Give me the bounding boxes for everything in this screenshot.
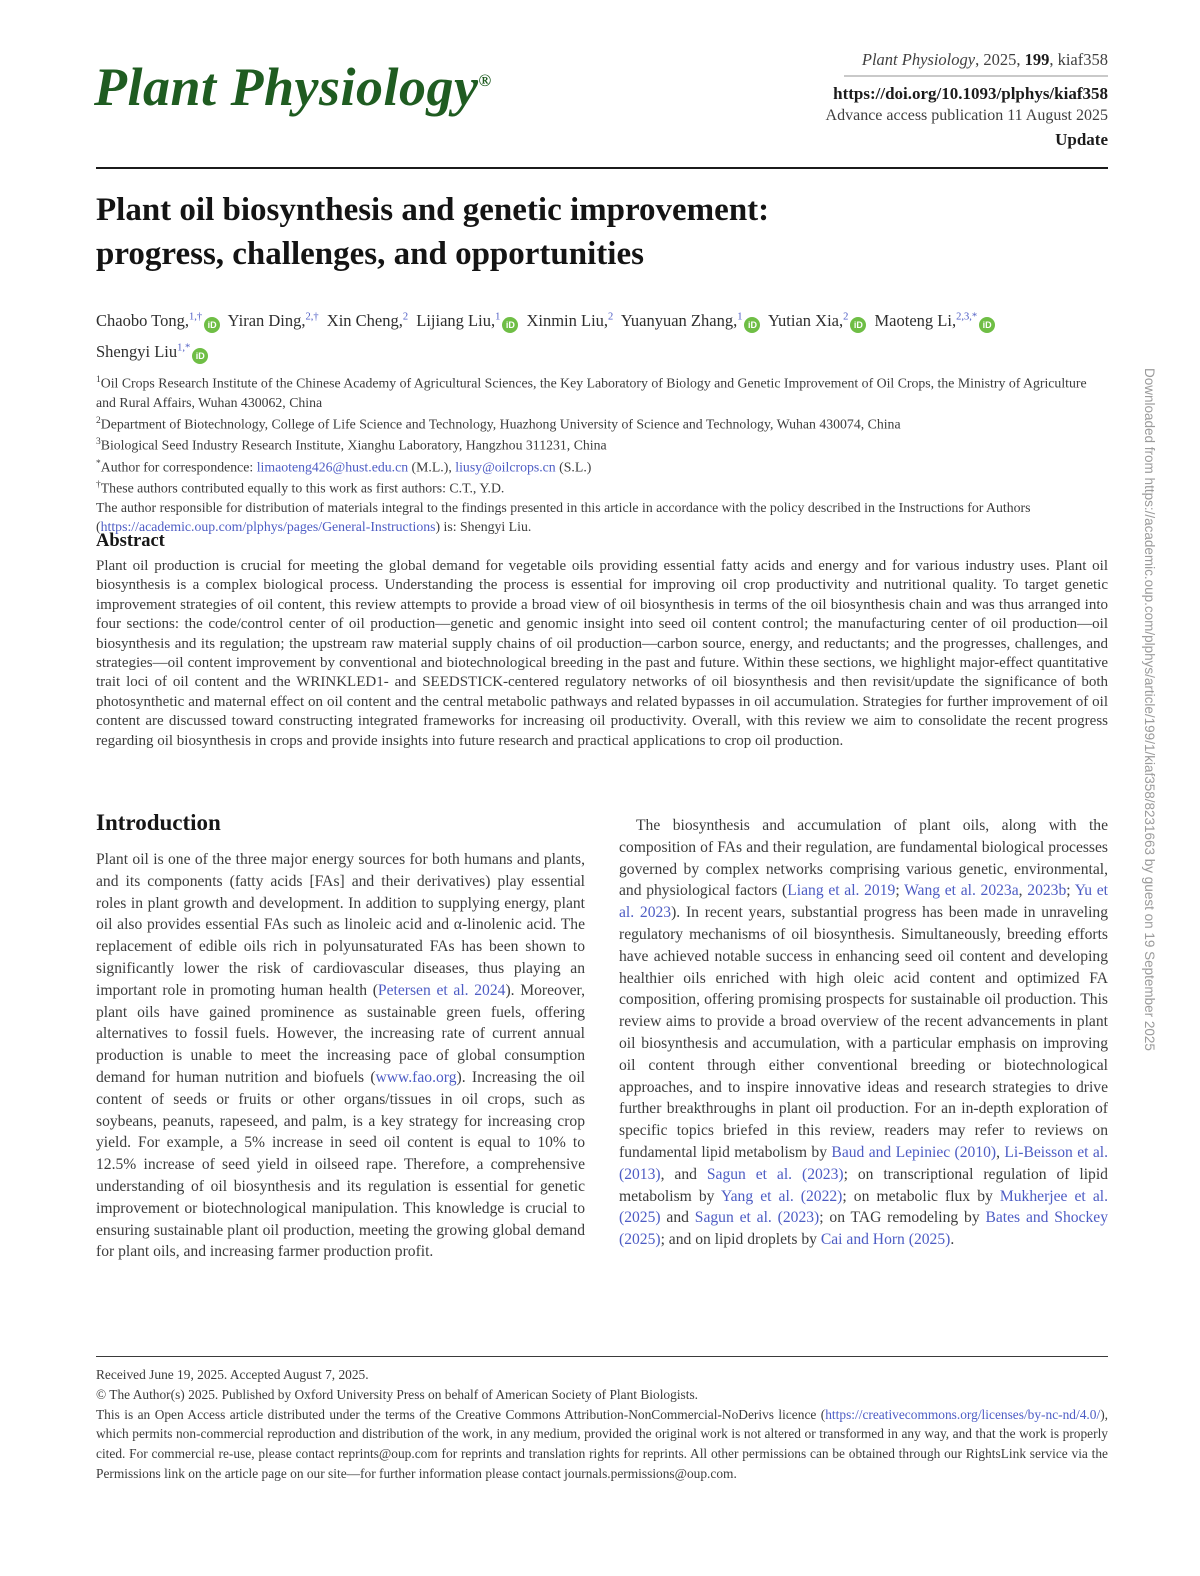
link[interactable]: liusy@oilcrops.cn	[455, 459, 556, 475]
title-divider	[96, 167, 1108, 169]
link[interactable]: Mukherjee et al. (2025)	[619, 1187, 1108, 1227]
link[interactable]: www.fao.org	[375, 1068, 457, 1086]
author-affiliation-superscript: 1,*	[177, 342, 191, 354]
footer-divider	[96, 1356, 1108, 1357]
author-name: Yutian Xia,$^2$iD	[768, 311, 866, 330]
orcid-icon[interactable]: iD	[850, 317, 866, 333]
italic-text: Plant Physiology	[861, 50, 976, 69]
link[interactable]: Sagun et al. (2023)	[694, 1209, 820, 1227]
link[interactable]: Li-Beisson et al. (2013)	[619, 1143, 1109, 1183]
author-affiliation-superscript: 2,3,*	[956, 311, 978, 322]
introduction-heading: Introduction	[96, 810, 221, 835]
orcid-icon[interactable]: iD	[979, 317, 995, 333]
link[interactable]: https://creativecommons.org/licenses/by-nc-nd/4.0/	[825, 1406, 1101, 1422]
license-paragraph: This is an Open Access article distributed under the terms of the Creative Commons Attribution-NonCommercial-NoDerivs licence (https://creativecommons.org/licenses/by-nc-nd/4.0/), which permits non-commercial reproduction and distribution of the work, in any medium, provided the original work is not altered or transformed in any way, and that the work is properly cited. For commercial re-use, please contact reprints@oup.com for reprints and translation rights for reprints. All other permissions can be obtained through our RightsLink service via the Permissions link on the article page on our site—for further information please contact journals.permissions@oup.com.	[96, 1406, 1108, 1481]
link[interactable]: limaoteng426@hust.edu.cn	[256, 459, 409, 475]
author-list	[96, 303, 1116, 366]
affiliation-line: The author responsible for distribution of materials integral to the findings presented in this article in accordance with the policy described in the Instructions for Authors (https://academic.oup.com/plphys/pages/General-Instructions) is: Shengyi Liu.	[96, 499, 1031, 534]
link[interactable]: Liang et al. 2019	[787, 882, 896, 900]
author-affiliation-superscript: 2	[402, 311, 409, 322]
link[interactable]: https://academic.oup.com/plphys/pages/General-Instructions	[100, 518, 436, 534]
orcid-icon[interactable]: iD	[192, 348, 208, 364]
article-footnotes	[96, 1365, 1108, 1484]
affiliation-line: $^1$Oil Crops Research Institute of the Chinese Academy of Agricultural Sciences, the Key Laboratory of Biology and Genetic Improvement of Oil Crops, the Ministry of Agriculture and Rural Affairs, Wuhan 430062, China	[96, 375, 1087, 410]
affiliation-line: $^3$Biological Seed Industry Research Institute, Xianghu Laboratory, Hangzhou 311231, China	[96, 437, 607, 453]
journal-logo	[94, 56, 492, 118]
introduction-right-column	[619, 810, 1108, 1263]
author-name: Chaobo Tong,$^{1,\dagger}$iD	[96, 311, 220, 330]
article-title-line-2: progress, challenges, and opportunities	[96, 236, 644, 272]
bold-text: 199	[1024, 50, 1050, 69]
affiliations-block	[96, 371, 1108, 536]
superscript: 1	[96, 375, 101, 385]
masthead-citation-block	[826, 50, 1108, 150]
affiliation-line: *Author for correspondence: limaoteng426@hust.edu.cn (M.L.), liusy@oilcrops.cn (S.L.)	[96, 458, 592, 475]
affiliation-line: †These authors contributed equally to this work as first authors: C.T., Y.D.	[96, 480, 505, 496]
link[interactable]: Baud and Lepiniec (2010)	[831, 1143, 997, 1161]
article-title-line-1: Plant oil biosynthesis and genetic improvement:	[96, 192, 770, 228]
introduction-left-column	[96, 810, 585, 1263]
superscript: 3	[96, 437, 101, 448]
author-name: Lijiang Liu,$^1$iD	[416, 311, 518, 330]
author-name: Shengyi Liu$^{1,*}$iD	[96, 342, 208, 361]
author-name: Xinmin Liu,$^2$	[526, 310, 614, 330]
orcid-icon[interactable]: iD	[502, 317, 518, 333]
superscript: *	[96, 458, 101, 469]
author-name: Xin Cheng,$^2$	[326, 310, 409, 330]
copyright-line: © The Author(s) 2025. Published by Oxford University Press on behalf of American Society of Plant Biologists.	[96, 1386, 699, 1402]
author-affiliation-superscript: 2	[608, 311, 614, 322]
link[interactable]: Sagun et al. (2023)	[706, 1165, 844, 1183]
author-name: Yuanyuan Zhang,$^1$iD	[621, 311, 761, 330]
advance-access-text: Advance access publication 11 August 2025	[825, 107, 1108, 124]
registered-trademark-icon: ®	[478, 71, 492, 90]
citation-divider	[844, 75, 1108, 77]
link[interactable]: Petersen et al. 2024	[377, 981, 506, 999]
citation-line: Plant Physiology, 2025, 199, kiaf358	[861, 50, 1108, 69]
link[interactable]: 2023b	[1027, 882, 1067, 900]
update-label: Update	[1055, 130, 1108, 149]
link[interactable]: Wang et al. 2023a	[904, 882, 1019, 900]
introduction-paragraph-2: The biosynthesis and accumulation of plant oils, along with the composition of FAs and their regulation, are fundamental biological processes governed by complex networks comprising various genetic, environmental, and physiological factors (Liang et al. 2019; Wang et al. 2023a, 2023b; Yu et al. 2023). In recent years, substantial progress has been made in unraveling regulatory mechanisms of oil biosynthesis. Simultaneously, breeding efforts have achieved notable success in enhancing seed oil content and developing healthier oils enriched with high oleic acid content and optimized FA composition, offering promising prospects for sustainable oil production. This review aims to provide a broad overview of the recent advancements in plant oil biosynthesis and accumulation, with a particular emphasis on improving oil content through either conventional breeding or biotechnological approaches, and to inspire innovative ideas and research strategies to drive further breakthroughs in plant oil production. For an in-depth exploration of specific topics briefed in this review, readers may refer to reviews on fundamental lipid metabolism by Baud and Lepiniec (2010), Li-Beisson et al. (2013), and Sagun et al. (2023); on transcriptional regulation of lipid metabolism by Yang et al. (2022); on metabolic flux by Mukherjee et al. (2025) and Sagun et al. (2023); on TAG remodeling by Bates and Shockey (2025); and on lipid droplets by Cai and Horn (2025).	[619, 817, 1109, 1249]
author-affiliation-superscript: 1	[495, 311, 501, 322]
author-affiliation-superscript: 2,†	[305, 311, 319, 322]
link[interactable]: Yu et al. 2023	[619, 882, 1108, 922]
abstract-heading: Abstract	[96, 531, 165, 551]
author-affiliation-superscript: 1,†	[188, 311, 203, 322]
author-affiliation-superscript: 2	[843, 311, 849, 322]
orcid-icon[interactable]: iD	[204, 317, 220, 333]
superscript: 2	[96, 415, 101, 426]
orcid-icon[interactable]: iD	[744, 317, 760, 333]
download-watermark: Downloaded from https://academic.oup.com/plphys/article/199/1/kiaf358/8231663 by guest on 19 September 2025	[1142, 368, 1157, 1051]
introduction-paragraph-1: Plant oil is one of the three major energy sources for both humans and plants, and its components (fatty acids [FAs] and their derivatives) play essential roles in plant growth and development. In addition to supplying energy, plant oil also provides essential FAs such as linoleic acid and α-linolenic acid. The replacement of edible oils rich in polyunsaturated FAs has been shown to significantly lower the risk of cardiovascular diseases, thus playing an important role in promoting human health (Petersen et al. 2024). Moreover, plant oils have gained prominence as sustainable green fuels, offering alternatives to fossil fuels. However, the increasing rate of current annual production is unable to meet the increasing pace of global consumption demand for human nutrition and biofuels (www.fao.org). Increasing the oil content of seeds or fruits or other organs/tissues in oil crops, such as soybeans, peanuts, rapeseed, and palm, is a key strategy for increasing crop yield. For example, a 5% increase in seed oil content is equal to 10% to 12.5% increase of seed yield in oilseed rape. Therefore, a comprehensive understanding of oil biosynthesis and its regulation is essential for genetic improvement or biotechnological manipulation. This knowledge is crucial to ensuring sustainable plant oil production, meeting the growing global demand for plant oils, and increasing farmer production profit.	[96, 851, 586, 1261]
link[interactable]: Bates and Shockey (2025)	[619, 1209, 1108, 1249]
author-name: Maoteng Li,$^{2,3,*}$iD	[875, 311, 996, 330]
superscript: †	[96, 480, 101, 491]
author-affiliation-superscript: 1	[737, 311, 743, 322]
author-name: Yiran Ding,$^{2,\dagger}$	[227, 310, 319, 330]
introduction-section	[96, 810, 1108, 1263]
link[interactable]: Cai and Horn (2025)	[820, 1231, 951, 1249]
received-accepted-line: Received June 19, 2025. Accepted August 7, 2025.	[96, 1367, 369, 1382]
article-title	[96, 188, 1108, 276]
affiliation-line: $^2$Department of Biotechnology, College of Life Science and Technology, Huazhong University of Science and Technology, Wuhan 430074, China	[96, 415, 901, 432]
abstract-text: Plant oil production is crucial for meeting the global demand for vegetable oils providing essential fatty acids and energy and for various industry uses. Plant oil biosynthesis is a complex biological process. Understanding the process is essential for improving oil crop productivity and nutritional quality. To target genetic improvement strategies of oil content, this review attempts to provide a broad view of oil biosynthesis in terms of the oil biosynthesis chain and was thus arranged into four sections: the code/control center of oil production—genetic and genomic insight into seed oil content control; the manufacturing center of oil production—oil biosynthesis and its regulation; the upstream raw material supply chains of oil production—carbon source, energy, and reductants; and the progresses, challenges, and strategies—oil content improvement by conventional and biotechnological breeding in the past and future. Within these sections, we highlight major-effect quantitative trait loci of oil content and the WRINKLED1- and SEEDSTICK-centered regulatory networks of oil biosynthesis and then revisit/update the significance of both photosynthetic and maternal effect on oil content and the central metabolic pathways and related bypasses in oil accumulation. Strategies for further improvement of oil content are discussed toward constructing integrated frameworks for increasing oil productivity. Overall, with this review we aim to consolidate the recent progress regarding oil biosynthesis in crops and provide insights into future research and practical applications to crop oil production.	[96, 558, 1108, 749]
doi-text: https://doi.org/10.1093/plphys/kiaf358	[833, 84, 1108, 103]
link[interactable]: Yang et al. (2022)	[720, 1187, 843, 1205]
journal-logo-text: Plant Physiology	[94, 57, 479, 117]
